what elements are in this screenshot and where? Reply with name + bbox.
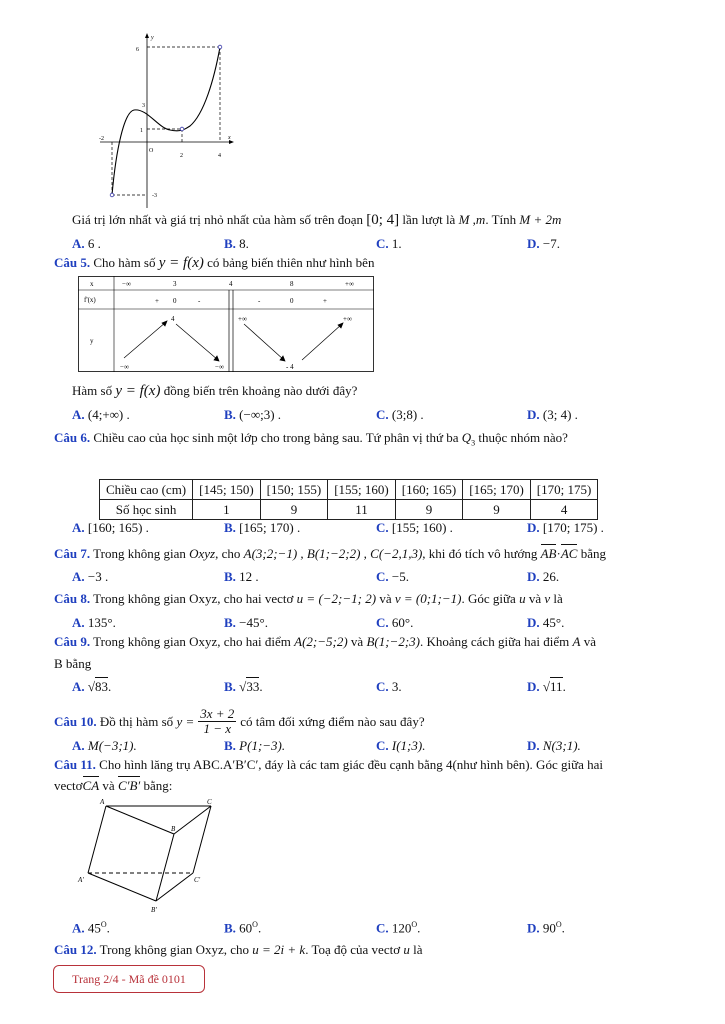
table-cell: [155; 160)	[328, 480, 396, 500]
q5-question: Hàm số y = f(x) đồng biến trên khoảng nào dưới đây?	[72, 383, 358, 399]
q7-option-b[interactable]: B. 12 .	[224, 569, 259, 584]
q11-option-d[interactable]: D. $90^O$.	[527, 920, 565, 936]
q10-option-c[interactable]: C. I(1;3).	[376, 738, 426, 753]
q9-option-c[interactable]: C. 3.	[376, 679, 402, 694]
q10-fraction: $\frac{3x + 2}{1 - x}$	[200, 706, 235, 736]
q6-option-b[interactable]: B. [165; 170) .	[224, 520, 301, 535]
q11-option-b[interactable]: B. $60^O$.	[224, 920, 262, 936]
table-cell: 9	[260, 500, 328, 520]
fp-sign-2: -	[198, 297, 201, 305]
vertex-A: A	[100, 798, 105, 806]
tick-6: 6	[136, 47, 139, 53]
x-val-2: 4	[229, 280, 233, 288]
q10-option-a[interactable]: A. M(−3;1).	[72, 738, 137, 753]
fp-label: f'(x)	[84, 296, 96, 304]
table-cell: 11	[328, 500, 396, 520]
q10-option-b[interactable]: B. P(1;−3).	[224, 738, 286, 753]
table-cell: [165; 170)	[463, 480, 531, 500]
table-cell: Chiều cao (cm)	[100, 480, 193, 500]
y-pinf-1: +∞	[238, 315, 247, 323]
x-label: x	[90, 280, 94, 288]
table-cell: 9	[395, 500, 463, 520]
y-pinf-2: +∞	[343, 315, 352, 323]
x-val-4: +∞	[345, 280, 354, 288]
vertex-B: B	[171, 825, 176, 833]
q4-option-d[interactable]: D. −7.	[527, 236, 560, 251]
q9-option-b[interactable]: B. √33.	[224, 679, 263, 694]
q9-prompt: Câu 9. Trong không gian Oxyz, cho hai điểm A(2;−5;2) và B(1;−2;3). Khoảng cách giữa hai điểm A và	[54, 634, 596, 649]
q6-option-a[interactable]: A. [160; 165) .	[72, 520, 149, 535]
table-cell: [160; 165)	[395, 480, 463, 500]
q5-option-c[interactable]: C. (3;8) .	[376, 407, 424, 422]
q8-option-d[interactable]: D. 45°.	[527, 615, 565, 630]
y-minf-2: −∞	[215, 363, 224, 371]
fp-sign-1: 0	[173, 297, 177, 305]
q6-option-d[interactable]: D. [170; 175) .	[527, 520, 604, 535]
q9-option-a[interactable]: A. √83.	[72, 679, 112, 694]
q11-option-c[interactable]: C. $120^O$.	[376, 920, 421, 936]
q8-option-a[interactable]: A. 135°.	[72, 615, 116, 630]
table-header-row	[100, 480, 598, 500]
tick-4: 4	[218, 153, 221, 159]
vertex-B1: B′	[151, 906, 157, 914]
table-cell: [150; 155)	[260, 480, 328, 500]
q4-option-b[interactable]: B. 8.	[224, 236, 249, 251]
q8-prompt: Câu 8. Trong không gian Oxyz, cho hai vectơ u = (−2;−1; 2) và v = (0;1;−1). Góc giữa u và v là	[54, 591, 563, 606]
table-row	[100, 500, 598, 520]
q7-option-a[interactable]: A. −3 .	[72, 569, 109, 584]
q7-prompt: Câu 7. Trong không gian Oxyz, cho A(3;2;−1) , B(1;−2;2) , C(−2,1,3), khi đó tích vô hướng AB·AC bằng	[54, 546, 606, 561]
fp-sign-4: 0	[290, 297, 294, 305]
table-cell: 9	[463, 500, 531, 520]
page-footer-badge: Trang 2/4 - Mã đề 0101	[53, 965, 205, 993]
q11-option-a[interactable]: A. $45^O$.	[72, 920, 110, 936]
q10-option-d[interactable]: D. N(3;1).	[527, 738, 581, 753]
q8-option-c[interactable]: C. 60°.	[376, 615, 414, 630]
x-val-0: −∞	[122, 280, 131, 288]
q11-line2: vectơCA và C′B′ bằng:	[54, 778, 173, 793]
y-top-4: 4	[171, 315, 175, 323]
table-cell: Số học sinh	[100, 500, 193, 520]
vertex-C1: C′	[194, 876, 201, 884]
q6-option-c[interactable]: C. [155; 160) .	[376, 520, 453, 535]
q9-line2: B bằng	[54, 656, 92, 671]
y-minf-1: −∞	[120, 363, 129, 371]
q5-prompt: Câu 5. Cho hàm số y = f(x) có bảng biến thiên như hình bên	[54, 255, 375, 271]
fp-sign-0: +	[155, 297, 159, 305]
tick-neg3: -3	[152, 193, 157, 199]
q7-option-c[interactable]: C. −5.	[376, 569, 409, 584]
q9-option-d[interactable]: D. √11.	[527, 679, 566, 694]
q4-option-c[interactable]: C. 1.	[376, 236, 402, 251]
tick-1: 1	[140, 128, 143, 134]
tick-neg2: -2	[99, 136, 104, 142]
q10-prompt: Câu 10. Đồ thị hàm số y = $\frac{3x + 2}{1 - x}$ có tâm đối xứng điểm nào sau đây?	[54, 706, 425, 736]
variation-table	[78, 276, 374, 372]
prism-figure	[76, 796, 226, 916]
origin-label: O	[149, 148, 154, 154]
fp-sign-3: -	[258, 297, 261, 305]
table-cell: 4	[530, 500, 598, 520]
table-cell: [145; 150)	[193, 480, 261, 500]
vertex-A1: A′	[78, 876, 84, 884]
q4-option-a[interactable]: A. 6 .	[72, 236, 101, 251]
q8-option-b[interactable]: B. −45°.	[224, 615, 268, 630]
axis-x-label: x	[228, 135, 231, 141]
vertex-C: C	[207, 798, 212, 806]
q5-option-d[interactable]: D. (3; 4) .	[527, 407, 578, 422]
q7-option-d[interactable]: D. 26.	[527, 569, 560, 584]
fp-sign-5: +	[323, 297, 327, 305]
tick-2: 2	[180, 153, 183, 159]
q6-prompt: Câu 6. Chiều cao của học sinh một lớp cho trong bảng sau. Tứ phân vị thứ ba $Q_3$ thuộc nhóm nào?	[54, 430, 568, 448]
axis-y-label: y	[151, 35, 154, 41]
table-cell: [170; 175)	[530, 480, 598, 500]
q5-option-b[interactable]: B. (−∞;3) .	[224, 407, 282, 422]
x-val-1: 3	[173, 280, 177, 288]
cubic-curve	[112, 47, 220, 195]
x-val-3: 8	[290, 280, 294, 288]
q4-prompt: Giá trị lớn nhất và giá trị nhỏ nhất của hàm số trên đoạn [0; 4] lần lượt là M ,m. Tính M + 2m	[72, 212, 562, 228]
y-bot: - 4	[286, 363, 294, 371]
height-table	[99, 479, 598, 520]
q12-prompt: Câu 12. Trong không gian Oxyz, cho u = 2i + k. Toạ độ của vectơ u là	[54, 942, 423, 957]
q5-option-a[interactable]: A. (4;+∞) .	[72, 407, 130, 422]
y-label: y	[90, 337, 94, 345]
q11-prompt: Câu 11. Cho hình lăng trụ ABC.A′B′C′, đáy là các tam giác đều cạnh bằng 4(như hình bên). Góc giữa hai	[54, 757, 604, 772]
table-cell: 1	[193, 500, 261, 520]
tick-3: 3	[142, 103, 145, 109]
function-graph	[92, 30, 242, 210]
